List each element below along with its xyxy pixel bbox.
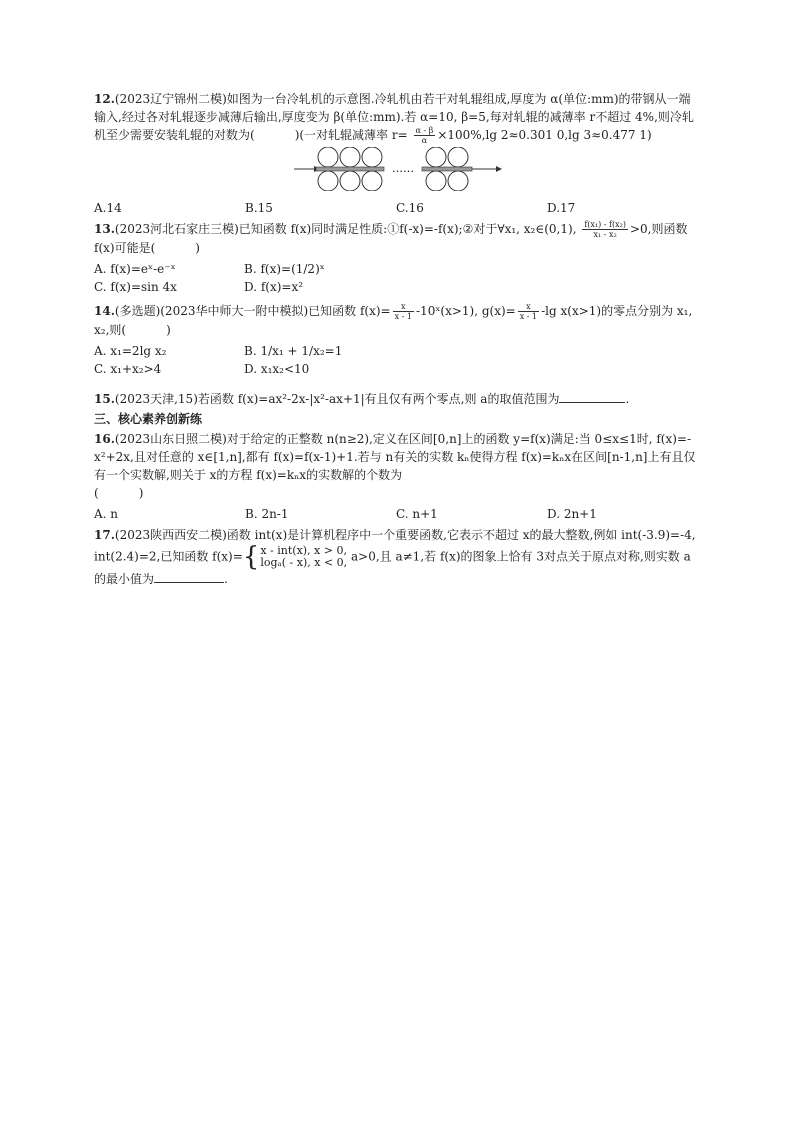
answer-paren-open: ( (94, 486, 99, 500)
question-text: a>0,且 a≠1,若 f(x)的图象上恰有 3对点关于原点对称,则实数 a的最小值为 (94, 549, 691, 586)
option-a[interactable]: A. f(x)=eˣ-e⁻ˣ (94, 262, 176, 276)
option-c[interactable]: C. f(x)=sin 4x (94, 280, 177, 294)
piecewise-function (243, 544, 347, 570)
ellipsis: …… (392, 162, 414, 175)
fraction-numerator: α - β (415, 126, 434, 135)
section-heading: 三、核心素养创新练 (94, 412, 203, 426)
question-16 (94, 430, 700, 502)
question-text: (多选题)(2023华中师大一附中模拟)已知函数 f(x)= (114, 304, 391, 318)
question-text: >0,则函数 f(x)可能是( (94, 222, 688, 255)
question-number: 17. (94, 528, 115, 542)
fraction (582, 220, 628, 239)
question-text: ×100%,lg 2≈0.301 0,lg 3≈0.477 1) (437, 128, 652, 142)
option-d[interactable]: D. 2n+1 (547, 507, 597, 521)
option-c[interactable]: C. n+1 (396, 507, 438, 521)
option-d[interactable]: D. f(x)=x² (244, 280, 304, 294)
option-b[interactable]: B.15 (245, 201, 273, 215)
question-14 (94, 302, 700, 339)
answer-paren-close: ) (138, 486, 144, 500)
question-text: (2023陕西西安二模)函数 int(x)是计算机程序中一个重要函数,它表示不超过 x的最大整数,例如 int(-3.9)=-4, int(2.4)=2,已知函数 f(x)= (94, 528, 696, 564)
question-text: )(一对轧辊减薄率 r= (294, 128, 408, 142)
question-text: (2023天津,15)若函数 f(x)=ax²-2x-|x²-ax+1|有且仅有两个零点,则 a的取值范围为 (114, 392, 560, 406)
question-15 (94, 390, 700, 408)
fraction (414, 126, 436, 145)
option-d[interactable]: D.17 (547, 201, 576, 215)
option-b[interactable]: B. 1/x₁ + 1/x₂=1 (244, 344, 343, 358)
question-13 (94, 220, 700, 257)
options-row (94, 260, 394, 296)
fraction-numerator: x (518, 302, 539, 312)
option-c[interactable]: C. x₁+x₂>4 (94, 362, 162, 376)
answer-blank[interactable] (559, 390, 625, 403)
question-number: 16. (94, 432, 115, 446)
options-row (94, 199, 700, 217)
question-text: . (224, 572, 228, 586)
fraction-denominator: α (421, 136, 428, 145)
answer-blank[interactable] (154, 570, 224, 583)
question-text: (2023山东日照二模)对于给定的正整数 n(n≥2),定义在区间[0,n]上的函数 y=f(x)满足:当 0≤x≤1时, f(x)=-x²+2x,且对任意的 x∈[1,n],都有 f(x)=f(x-1)+1.若与 n有关的实数 kₙ使得方程 f(x)=kₙx在区间[n-1,n]上有且仅有一个实数解,则关于 x的方程 f(x)=kₙx的实数解的个数为 (94, 432, 696, 482)
brace-icon: { (242, 542, 260, 572)
question-text: ) (195, 241, 200, 255)
question-text: -lg x(x>1)的零点分别为 x₁, x₂,则( (94, 304, 693, 337)
option-d[interactable]: D. x₁x₂<10 (244, 362, 310, 376)
fraction-denominator: x₁ - x₂ (593, 230, 617, 239)
question-text: . (625, 392, 630, 406)
question-page (94, 90, 700, 590)
question-text: (2023河北石家庄三模)已知函数 f(x)同时满足性质:①f(-x)=-f(x);②对于∀x₁, x₂∈(0,1), (114, 222, 577, 236)
option-a[interactable]: A. x₁=2lg x₂ (94, 344, 167, 358)
fraction-denominator: x - 1 (519, 312, 538, 321)
options-row (94, 342, 394, 378)
question-number: 14. (94, 304, 115, 318)
option-b[interactable]: B. 2n-1 (245, 507, 289, 521)
fraction (393, 302, 414, 321)
question-12 (94, 90, 700, 145)
option-a[interactable]: A. n (94, 507, 119, 521)
fraction (518, 302, 539, 321)
rolling-mill-diagram (294, 147, 700, 196)
fraction-denominator: x - 1 (394, 312, 412, 321)
question-number: 13. (94, 222, 115, 236)
rolling-mill-figure (294, 147, 504, 191)
case-1: x - int(x), x > 0, (260, 544, 347, 557)
fraction-numerator: x (393, 302, 414, 312)
options-row (94, 505, 700, 523)
question-number: 12. (94, 92, 115, 106)
question-text: ) (166, 323, 171, 337)
fraction-numerator: f(x₁) - f(x₂) (584, 220, 626, 229)
question-text: -10ˣ(x>1), g(x)= (416, 304, 516, 318)
option-a[interactable]: A.14 (94, 201, 122, 215)
option-c[interactable]: C.16 (396, 201, 424, 215)
question-number: 15. (94, 392, 115, 406)
question-text: (2023辽宁锦州二模)如图为一台冷轧机的示意图.冷轧机由若干对轧辊组成,厚度为 α(单位:mm)的带钢从一端输入,经过各对轧辊逐步减薄后输出,厚度变为 β(单位:mm).若 α=10, β=5,每对轧辊的减薄率 r不超过 4%,则冷轧机至少需要安装轧辊的对数为( (94, 92, 694, 142)
question-17 (94, 526, 700, 588)
case-2: logₐ( - x), x < 0, (260, 556, 348, 569)
option-b[interactable]: B. f(x)=(1/2)ˣ (244, 262, 325, 276)
